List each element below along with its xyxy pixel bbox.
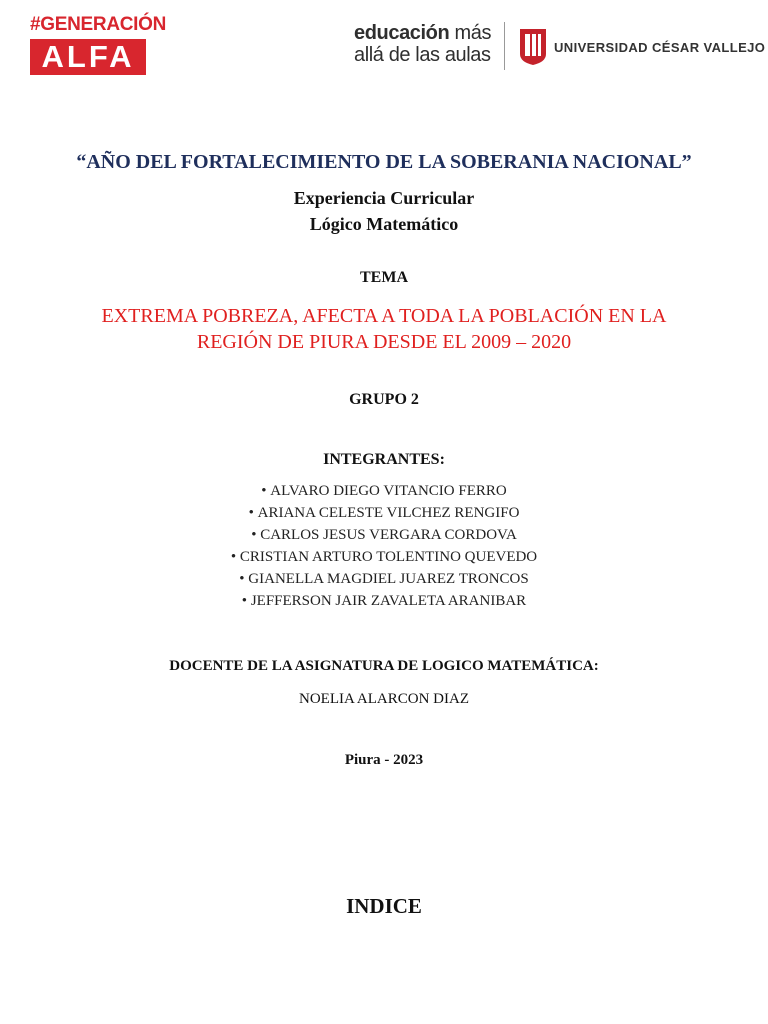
index-heading: INDICE [346,894,422,918]
members-list [0,480,768,612]
logo-divider [504,22,505,70]
member-item: • GIANELLA MAGDIEL JUAREZ TRONCOS [0,568,768,590]
member-item: • ALVARO DIEGO VITANCIO FERRO [0,480,768,502]
tema-label: TEMA [360,269,408,286]
tema-title-line2: REGIÓN DE PIURA DESDE EL 2009 – 2020 [196,331,572,353]
year-motto: “AÑO DEL FORTALECIMIENTO DE LA SOBERANIA NACIONAL” [76,151,692,173]
edu-logo-rest: más [449,22,492,44]
member-item: • CRISTIAN ARTURO TOLENTINO QUEVEDO [0,546,768,568]
experience-course: Lógico Matemático [309,214,459,234]
edu-logo-line1 [354,22,491,44]
member-item: • CARLOS JESUS VERGARA CORDOVA [0,524,768,546]
experience-label: Experiencia Curricular [293,188,475,208]
teacher-label: DOCENTE DE LA ASIGNATURA DE LOGICO MATEMÁTICA: [169,658,599,674]
edu-logo-bold: educación [354,22,450,44]
members-label: INTEGRANTES: [323,451,445,468]
alfa-logo-hashtag: #GENERACIÓN [30,14,167,35]
member-item: • ARIANA CELESTE VILCHEZ RENGIFO [0,502,768,524]
member-item: • JEFFERSON JAIR ZAVALETA ARANIBAR [0,590,768,612]
place-year: Piura - 2023 [344,752,424,768]
edu-logo-line2: allá de las aulas [354,44,491,66]
educacion-mas-alla-logo [354,22,491,66]
teacher-name: NOELIA ALARCON DIAZ [299,691,469,707]
generacion-alfa-logo [30,14,167,75]
tema-title-line1: EXTREMA POBREZA, AFECTA A TODA LA POBLACIÓN EN LA [101,305,667,327]
group-label: GRUPO 2 [349,391,419,408]
tema-title [0,303,768,355]
alfa-logo-box: ALFA [30,39,146,75]
ucv-shield-icon [519,28,547,66]
ucv-wordmark: UNIVERSIDAD CÉSAR VALLEJO [554,40,766,55]
